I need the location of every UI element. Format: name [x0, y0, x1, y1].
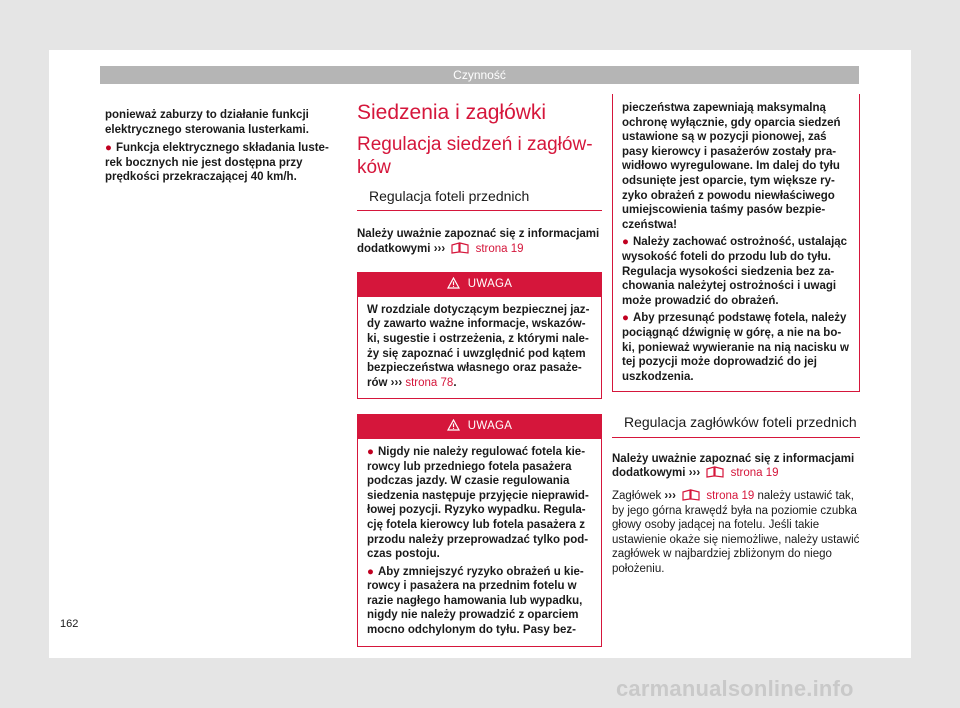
bullet-icon: ● [367, 445, 374, 458]
bullet-icon: ● [622, 312, 629, 325]
book-link-icon [451, 242, 469, 254]
subsection-title: Regulacja zagłówków foteli przednich [612, 414, 860, 438]
info-note [612, 452, 860, 481]
page-link[interactable]: strona 78 [405, 376, 454, 389]
subsection-title: Regulacja foteli przednich [357, 187, 602, 211]
body-paragraph [612, 489, 860, 577]
arrows: ››› [664, 489, 676, 502]
warning-label: UWAGA [467, 278, 513, 291]
arrows: ››› [688, 467, 701, 480]
watermark: carmanualsonline.info [616, 676, 854, 701]
warning-text: W rozdziale dotyczącym bezpiecznej jazdy zawarto ważne informacje, wskazówki, sugestie i ostrzeżenia, z którymi należy się zapoznać i uwzględnić pod kątem bezpieczeństwa własnego oraz pasażerów [367, 303, 590, 389]
list-item-text: Aby zmniejszyć ryzyko obrażeń u kierowcy i pasażera na przednim fotelu w razie nagłego hamowania lub wypadku, nigdy nie należy prowadzić z oparciem mocno odchylonym do tyłu. Pasy bez- [367, 565, 584, 637]
warning-label: UWAGA [467, 420, 513, 433]
list-item [105, 141, 339, 185]
continued-text: pieczeństwa zapewniają maksymalną ochronę wyłącznie, gdy oparcia siedzeń ustawione są w pozycji pionowej, zaś pasy kierowcy i pasażerów zostały prawidłowo wyregulowane. Im dalej do tyłu odsunięte jest oparcie, tym większe ryzyko obrażeń z powodu niewłaściwego umiejscowienia taśmy pasów bezpieczeństwa! [622, 102, 841, 231]
continued-text: ponieważ zaburzy to działanie funkcji elektrycznego sterowania lusterkami. [105, 109, 309, 136]
warning-triangle-icon [447, 277, 460, 289]
warning-box-continued [612, 94, 860, 392]
column-1 [105, 108, 339, 185]
warning-header [358, 415, 601, 439]
section-title: Regulacja siedzeń i zagłówków [357, 134, 593, 178]
warning-body [358, 439, 601, 646]
book-link-icon [682, 489, 700, 501]
bullet-icon: ● [622, 236, 629, 249]
list-item-text: Funkcja elektrycznego składania lusterek bocznych nie jest dostępna przy prędkości przekraczającej 40 km/h. [105, 142, 329, 184]
page-link[interactable]: strona 19 [706, 489, 755, 502]
info-note-text: Należy uważnie zapoznać się z informacjami dodatkowymi [612, 452, 855, 480]
info-note [357, 227, 602, 256]
arrows: ››› [390, 376, 403, 389]
warning-body [358, 297, 601, 399]
page-link[interactable]: strona 19 [475, 242, 524, 255]
list-item-text: Należy zachować ostrożność, ustalając wysokość foteli do przodu lub do tyłu. Regulacja wysokości siedzenia bez zachowania należytej ostrożności i uwagi może prowadzić do obrażeń. [622, 236, 848, 307]
list-item [622, 311, 850, 384]
section-header: Czynność [100, 66, 859, 84]
arrows: ››› [433, 242, 446, 255]
page-link[interactable]: strona 19 [730, 467, 779, 480]
list-item-text: Aby przesunąć podstawę fotela, należy pociągnąć dźwignię w górę, a nie na boki, ponieważ wywieranie na nią nacisku w tej pozycji może doprowadzić do jej uszkodzenia. [622, 312, 849, 383]
warning-box [357, 272, 602, 399]
warning-box [357, 414, 602, 646]
paragraph-text: należy ustawić tak, by jego górna krawędź była na poziomie czubka głowy osoby jadącej na fotelu. Jeśli takie ustawienie okaże się niemożliwe, należy ustawić zagłówek w najbardziej zbliżonym do niego położeniu. [612, 489, 860, 575]
list-item [367, 445, 592, 562]
column-3 [612, 94, 860, 577]
paragraph-start: Zagłówek [612, 489, 662, 502]
list-item [367, 565, 592, 638]
book-link-icon [706, 466, 724, 478]
chapter-title: Siedzenia i zagłówki [357, 101, 547, 124]
info-note-text: Należy uważnie zapoznać się z informacjami dodatkowymi [357, 228, 600, 255]
warning-header [358, 273, 601, 297]
column-2 [357, 100, 602, 647]
sentence-end: . [453, 376, 457, 389]
page-number: 162 [60, 618, 79, 630]
list-item-text: Nigdy nie należy regulować fotela kierowcy lub przedniego fotela pasażera podczas jazdy. W czasie regulowania siedzenia następuje przyjęcie nieprawidłowej pozycji. Ryzyko wypadku. Regulację fotela kierowcy lub fotela pasażera z przodu należy przeprowadzać tylko podczas postoju. [367, 445, 589, 561]
bullet-icon: ● [367, 565, 374, 578]
list-item [622, 235, 850, 308]
bullet-icon: ● [105, 142, 112, 155]
warning-triangle-icon [447, 419, 460, 431]
